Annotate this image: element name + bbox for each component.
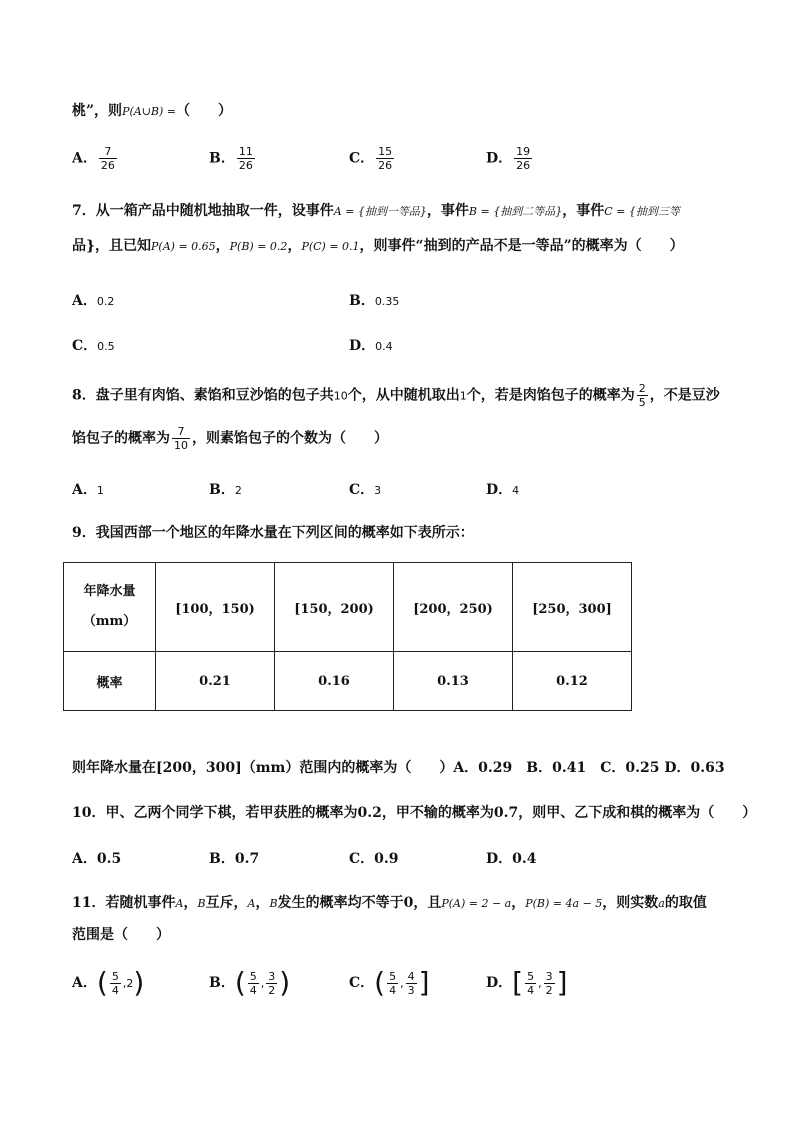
interval-cell: [150，200) — [275, 563, 394, 652]
option-value: 0.4 — [512, 851, 537, 867]
interval-open: [ — [512, 966, 524, 999]
option-fraction — [406, 970, 417, 997]
prob-cell: 0.21 — [156, 652, 275, 711]
q7-event-b: B = {抽到二等品} — [468, 205, 563, 218]
q9-stem: 9．我国西部一个地区的年降水量在下列区间的概率如下表所示： — [72, 525, 474, 541]
frac-num: 5 — [111, 969, 119, 983]
q8-number: 1 — [459, 389, 467, 403]
interval-cell: [200，250) — [394, 563, 513, 652]
q11-pa: P(A) = 2 − a — [441, 897, 512, 910]
q10-stem: 10．甲、乙两个同学下棋，若甲获胜的概率为0.2，甲不输的概率为0.7，则甲、乙下成和棋的概率为（ ） — [72, 805, 757, 821]
option-label: A． — [72, 482, 97, 498]
q7-event-c: C = {抽到三等 — [604, 205, 680, 218]
q8-text: ，不是豆沙 — [649, 387, 720, 404]
option-value: 0.5 — [96, 851, 122, 867]
q11-var: A — [247, 897, 256, 910]
option-fraction — [387, 970, 398, 997]
q11-sep: ， — [183, 895, 198, 911]
q11-var: A — [175, 897, 184, 910]
q7-text: ，事件 — [562, 203, 605, 219]
q8-text: ，则素馅包子的个数为（ ） — [192, 430, 388, 447]
row-label-cell: 概率 — [64, 652, 156, 711]
q11-var: B — [197, 897, 206, 910]
option-fraction — [376, 145, 394, 172]
q7-sep: ， — [215, 238, 230, 254]
q11-text: 11．若随机事件 — [72, 895, 176, 911]
q7-pb: P(B) = 0.2 — [229, 240, 288, 253]
interval-comma: , — [400, 977, 404, 990]
q11-option-c[interactable] — [349, 968, 430, 998]
q7-option-c[interactable] — [72, 335, 115, 355]
frac-den: 4 — [389, 983, 397, 997]
option-label: A． — [72, 975, 97, 991]
frac-den: 2 — [545, 983, 553, 997]
q8-fraction-meat — [637, 382, 648, 409]
interval-comma: , — [260, 977, 265, 990]
option-label: D． — [486, 975, 513, 991]
q11-option-d[interactable] — [486, 968, 568, 998]
interval-comma: , — [538, 977, 542, 990]
option-label: C． — [349, 482, 375, 498]
q8-text: 8．盘子里有肉馅、素馅和豆沙馅的包子共 — [72, 387, 334, 404]
q7-event-a: A = {抽到一等品} — [333, 205, 427, 218]
option-label: C． — [349, 851, 375, 867]
q11-text: 互斥， — [205, 895, 248, 911]
q6-option-d[interactable] — [486, 145, 534, 172]
q11-text: 发生的概率均不等于0，且 — [277, 895, 442, 911]
option-label: C． — [349, 975, 375, 991]
option-value: 4 — [512, 484, 520, 497]
q7-text: 品}，且已知 — [72, 238, 152, 254]
q8-option-a[interactable] — [72, 479, 104, 499]
table-row — [64, 652, 632, 711]
q7-text: 7．从一箱产品中随机地抽取一件，设事件 — [72, 203, 334, 219]
option-label: B． — [209, 975, 235, 991]
option-label: B． — [209, 150, 235, 167]
q10-option-b[interactable] — [209, 848, 259, 868]
option-value: 0.5 — [97, 340, 115, 353]
option-fraction — [237, 145, 255, 172]
q10-option-d[interactable] — [486, 848, 537, 868]
frac-num: 7 — [177, 425, 185, 438]
prob-cell: 0.12 — [513, 652, 632, 711]
q6-option-b[interactable] — [209, 145, 257, 172]
option-fraction — [544, 970, 555, 997]
option-fraction — [525, 970, 536, 997]
q11-sep: ， — [255, 895, 270, 911]
option-value: 0.2 — [96, 295, 115, 308]
q6-stem-line — [72, 101, 232, 122]
q8-option-d[interactable] — [486, 479, 519, 499]
q11-stem-line-1 — [72, 893, 707, 914]
option-label: A． — [72, 293, 97, 309]
q10-option-a[interactable] — [72, 848, 121, 868]
q8-stem-line-1 — [72, 382, 720, 409]
option-label: D． — [349, 338, 376, 354]
header-label: 年降水量 — [83, 584, 136, 599]
option-value: 2 — [234, 484, 242, 497]
q11-option-b[interactable] — [209, 968, 290, 998]
q6-tail-text: 桃”，则 — [72, 103, 123, 119]
q7-stem-line-1 — [72, 201, 680, 222]
frac-num: 15 — [378, 145, 393, 158]
q6-option-c[interactable] — [349, 145, 396, 172]
q7-option-a[interactable] — [72, 290, 114, 310]
option-fraction — [266, 970, 277, 997]
q11-stem-line-2: 范围是（ ） — [72, 927, 170, 943]
option-value: 0.35 — [374, 295, 400, 308]
q8-option-b[interactable] — [209, 479, 242, 499]
q7-option-b[interactable] — [349, 290, 399, 310]
option-label: C． — [349, 150, 375, 167]
option-label: A． — [72, 851, 97, 867]
frac-num: 5 — [389, 969, 397, 983]
option-value: 0.7 — [234, 851, 260, 867]
interval-close: ) — [133, 966, 145, 999]
q9-question: 则年降水量在[200，300]（mm）范围内的概率为（ ）A．0.29 B．0.41 C．0.25 D．0.63 — [72, 760, 725, 776]
table-row — [64, 563, 632, 652]
q11-var: B — [269, 897, 278, 910]
frac-den: 10 — [174, 439, 188, 452]
interval-open: ( — [234, 966, 246, 999]
interval-comma: , — [122, 977, 127, 990]
option-label: A． — [72, 150, 97, 167]
q6-option-a[interactable] — [72, 145, 119, 172]
prob-cell: 0.13 — [394, 652, 513, 711]
option-label: D． — [486, 851, 513, 867]
frac-num: 3 — [268, 969, 276, 983]
option-label: B． — [349, 293, 375, 309]
frac-den: 4 — [111, 983, 119, 997]
q8-text: 个，若是肉馅包子的概率为 — [466, 387, 635, 404]
q7-stem-line-2 — [72, 236, 684, 257]
interval-close: ] — [418, 966, 430, 999]
q7-pa: P(A) = 0.65 — [151, 240, 216, 253]
q11-option-a[interactable] — [72, 968, 144, 998]
option-fraction — [99, 145, 117, 172]
q11-text: ，则实数 — [602, 895, 659, 911]
q11-var: a — [658, 897, 665, 910]
q8-fraction-bean — [172, 425, 190, 452]
frac-den: 26 — [238, 159, 253, 172]
frac-den: 26 — [516, 159, 531, 172]
frac-den: 2 — [268, 983, 276, 997]
q8-number: 10 — [333, 389, 348, 403]
frac-num: 4 — [407, 969, 415, 983]
frac-num: 2 — [638, 382, 646, 395]
interval-close: ] — [556, 966, 568, 999]
frac-num: 19 — [516, 145, 531, 158]
q10-option-c[interactable] — [349, 848, 399, 868]
q6-expr: P(A∪B) = — [122, 105, 177, 118]
option-label: D． — [486, 482, 513, 498]
option-value: 1 — [96, 484, 104, 497]
q11-pb: P(B) = 4a − 5 — [525, 897, 603, 910]
q6-blank: （ ） — [176, 103, 233, 119]
frac-num: 5 — [249, 969, 257, 983]
frac-den: 26 — [378, 159, 393, 172]
interval-cell: [100，150) — [156, 563, 275, 652]
frac-den: 5 — [638, 396, 646, 409]
q11-text: 的取值 — [664, 895, 707, 911]
frac-num: 7 — [104, 145, 112, 158]
q7-sep: ， — [287, 238, 302, 254]
frac-num: 3 — [545, 969, 553, 983]
frac-den: 3 — [407, 983, 415, 997]
q7-option-d[interactable] — [349, 335, 393, 355]
q8-option-c[interactable] — [349, 479, 381, 499]
interval-right: 2 — [126, 977, 134, 990]
q7-text: ，事件 — [426, 203, 469, 219]
q8-text: 馅包子的概率为 — [72, 430, 170, 447]
option-value: 0.4 — [375, 340, 393, 353]
interval-open: ( — [96, 966, 108, 999]
rainfall-probability-table — [63, 562, 632, 711]
interval-close: ) — [279, 966, 291, 999]
option-label: C． — [72, 338, 98, 354]
q8-text: 个，从中随机取出 — [347, 387, 460, 404]
option-fraction — [110, 970, 121, 997]
option-label: B． — [209, 482, 235, 498]
prob-cell: 0.16 — [275, 652, 394, 711]
option-fraction — [248, 970, 259, 997]
table-header-cell — [64, 563, 156, 652]
interval-cell: [250，300] — [513, 563, 632, 652]
option-value: 0.9 — [374, 851, 399, 867]
frac-num: 11 — [238, 145, 253, 158]
header-unit: （mm） — [82, 614, 137, 629]
q11-sep: ， — [511, 895, 526, 911]
interval-open: ( — [374, 966, 386, 999]
option-label: D． — [486, 150, 513, 167]
option-fraction — [514, 145, 532, 172]
q8-stem-line-2 — [72, 425, 388, 452]
frac-den: 4 — [249, 983, 257, 997]
frac-den: 26 — [100, 159, 115, 172]
q7-pc: P(C) = 0.1 — [301, 240, 360, 253]
frac-num: 5 — [527, 969, 535, 983]
frac-den: 4 — [527, 983, 535, 997]
option-label: B． — [209, 851, 235, 867]
option-value: 3 — [374, 484, 382, 497]
q7-text: ，则事件“抽到的产品不是一等品”的概率为（ ） — [359, 238, 684, 254]
